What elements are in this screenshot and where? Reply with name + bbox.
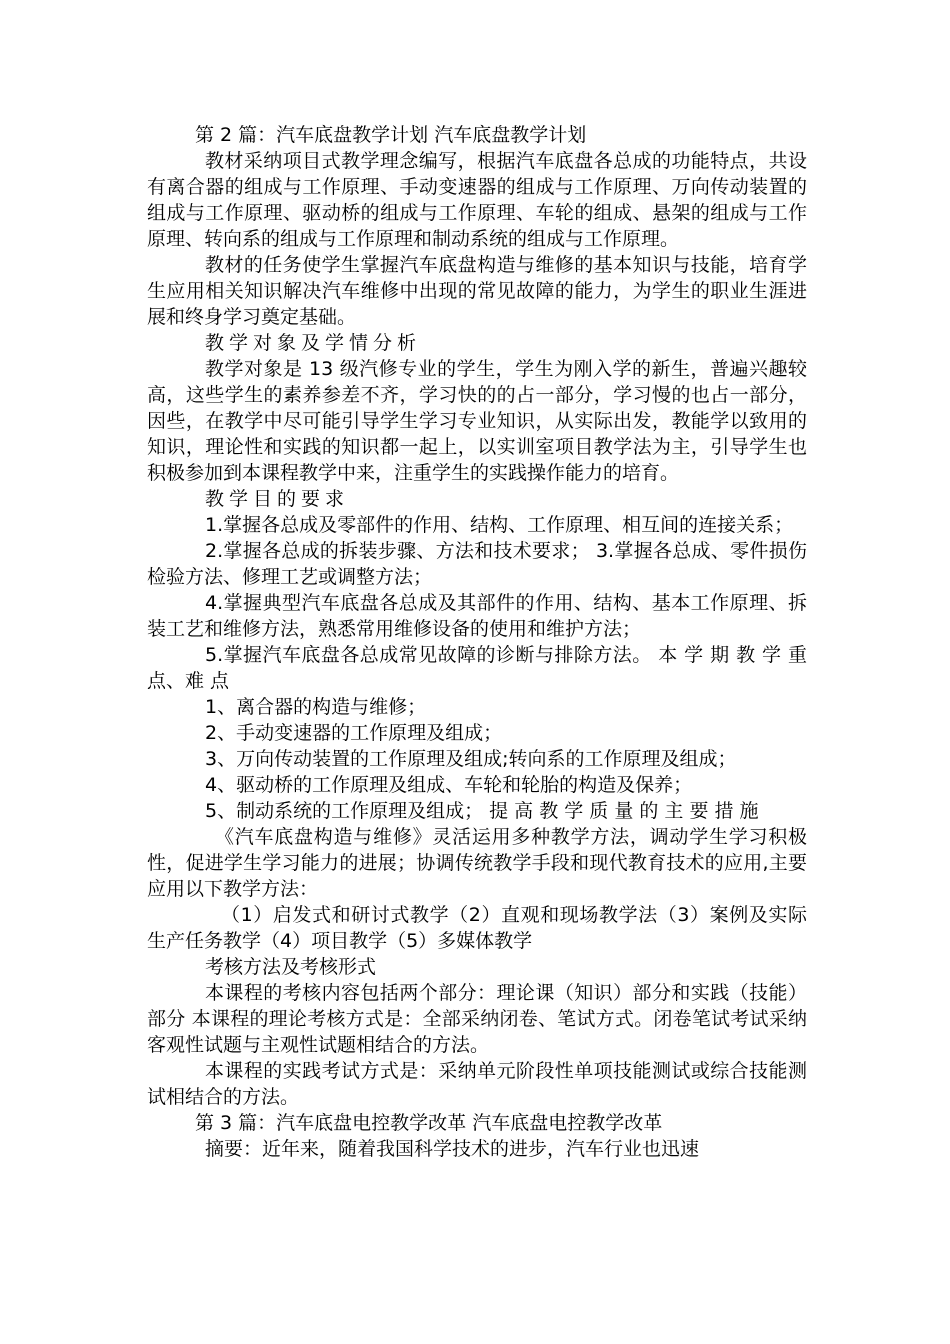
paragraph: 《汽车底盘构造与维修》灵活运用多种教学方法，调动学生学习积极性，促进学生学习能力的进展；协调传统教学手段和现代教育技术的应用,主要应用以下教学方法：: [147, 826, 807, 900]
list-item: 4.掌握典型汽车底盘各总成及其部件的作用、结构、基本工作原理、拆装工艺和维修方法，熟悉常用维修设备的使用和维护方法；: [147, 592, 807, 640]
subheading-assessment: 考核方法及考核形式: [205, 956, 377, 978]
section-heading-2: 第 2 篇：汽车底盘教学计划 汽车底盘教学计划: [195, 124, 587, 146]
list-item: 5.掌握汽车底盘各总成常见故障的诊断与排除方法。 本 学 期 教 学 重 点、难 点: [147, 644, 807, 692]
paragraph: 教材的任务使学生掌握汽车底盘构造与维修的基本知识与技能，培育学生应用相关知识解决汽车维修中出现的常见故障的能力，为学生的职业生涯进展和终身学习奠定基础。: [147, 254, 807, 328]
subheading-teaching-objects: 教学对象及学情分析: [205, 332, 422, 354]
paragraph: 教学对象是 13 级汽修专业的学生，学生为刚入学的新生，普遍兴趣较高，这些学生的素养参差不齐，学习快的的占一部分，学习慢的也占一部分，因些，在教学中尽可能引导学生学习专业知识，从实际出发，教能学以致用的知识，理论性和实践的知识都一起上，以实训室项目教学法为主，引导学生也积极参加到本课程教学中来，注重学生的实践操作能力的培育。: [147, 358, 807, 484]
subheading-teaching-goals: 教学目的要求: [205, 488, 350, 510]
list-item: 2.掌握各总成的拆装步骤、方法和技术要求； 3.掌握各总成、零件损伤检验方法、修理工艺或调整方法；: [147, 540, 807, 588]
paragraph: 本课程的实践考试方式是：采纳单元阶段性单项技能测试或综合技能测试相结合的方法。: [147, 1060, 807, 1108]
list-item: 4、驱动桥的工作原理及组成、车轮和轮胎的构造及保养；: [205, 774, 693, 796]
list-item: 1.掌握各总成及零部件的作用、结构、工作原理、相互间的连接关系；: [205, 514, 794, 536]
list-item: 1、离合器的构造与维修；: [205, 696, 427, 718]
paragraph: 教材采纳项目式教学理念编写，根据汽车底盘各总成的功能特点，共设有离合器的组成与工作原理、手动变速器的组成与工作原理、万向传动装置的组成与工作原理、驱动桥的组成与工作原理、车轮的组成、悬架的组成与工作原理、转向系的组成与工作原理和制动系统的组成与工作原理。: [147, 150, 807, 250]
list-item: 5、制动系统的工作原理及组成； 提 高 教 学 质 量 的 主 要 措 施: [205, 800, 759, 822]
list-item: 3、万向传动装置的工作原理及组成;转向系的工作原理及组成；: [205, 748, 737, 770]
paragraph: （1）启发式和研讨式教学（2）直观和现场教学法（3）案例及实际生产任务教学（4）项目教学（5）多媒体教学: [147, 904, 807, 952]
document-body: [147, 122, 807, 1162]
paragraph: 摘要：近年来，随着我国科学技术的进步，汽车行业也迅速: [205, 1138, 700, 1160]
section-heading-3: 第 3 篇：汽车底盘电控教学改革 汽车底盘电控教学改革: [195, 1112, 663, 1134]
paragraph: 本课程的考核内容包括两个部分：理论课（知识）部分和实践（技能）部分 本课程的理论考核方式是：全部采纳闭卷、笔试方式。闭卷笔试考试采纳客观性试题与主观性试题相结合的方法。: [147, 982, 807, 1056]
list-item: 2、手动变速器的工作原理及组成；: [205, 722, 503, 744]
